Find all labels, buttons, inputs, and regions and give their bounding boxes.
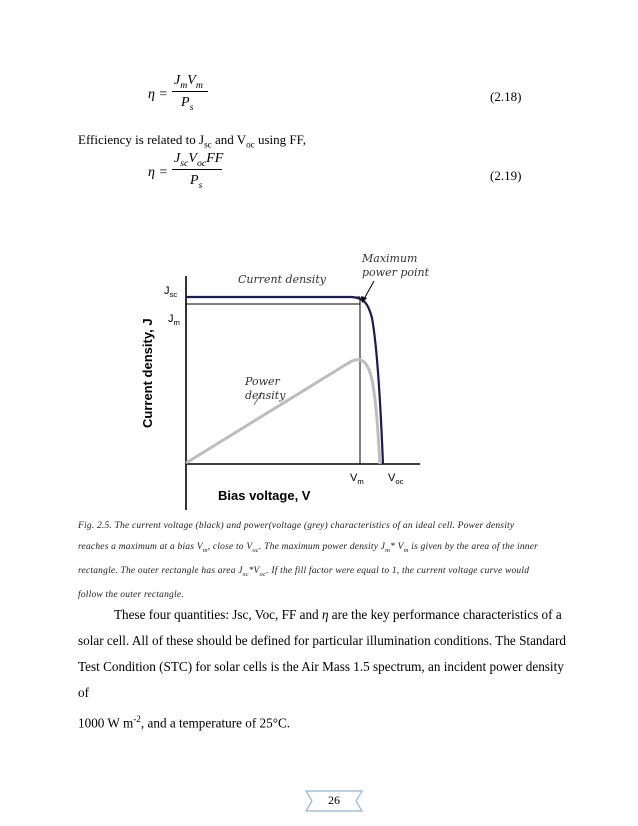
caption-line-3: rectangle. The outer rectangle has area $J_{sc}*V_{oc}$. If the fill factor were equal to 1, the current voltage curve would: [78, 565, 530, 578]
caption-line-2: reaches a maximum at a bias $V_m$, close to $V_{oc}$. The maximum power density $J_m*$ $V_m$ is given by the area of the inner: [78, 542, 539, 554]
paragraph-line-4: 1000 W $m^{-2}$, and a temperature of 25°C.: [78, 714, 291, 731]
page-number: 26: [328, 793, 340, 807]
paragraph-line-3: Test Condition (STC) for solar cells is the Air Mass 1.5 spectrum, an incident power density of: [78, 659, 564, 700]
mpp-arrow-line: [364, 281, 374, 299]
jm-label: $J_m$: [168, 313, 180, 328]
voc-label: $V_{oc}$: [388, 472, 404, 487]
eq-218-denominator: $P_s$: [181, 95, 194, 113]
figure-caption: [78, 516, 568, 606]
vm-label: $V_m$: [350, 472, 364, 487]
eq-218-numerator: $J_mV_m$: [174, 73, 203, 91]
jsc-label: $J_{sc}$: [164, 285, 178, 300]
power-density-note: Power density: [245, 375, 286, 402]
eq-218-number: (2.18): [490, 89, 522, 104]
x-axis-label: Bias voltage, V: [218, 488, 311, 503]
current-density-note: Current density: [238, 273, 326, 286]
caption-line-1: Fig. 2.5. The current voltage (black) and power(voltage (grey) characteristics of an ideal cell. Power density: [78, 521, 515, 531]
paragraph-line-2: solar cell. All of these should be defined for particular illumination conditions. The Standard: [78, 633, 566, 648]
eq-218-lhs: η =: [148, 87, 168, 102]
eq-219-lhs: η =: [148, 165, 168, 180]
eq-219-denominator: $P_s$: [190, 173, 203, 191]
paragraph-line-1: These four quantities: Jsc, Voc, FF and η are the key performance characteristics of a: [114, 607, 562, 622]
eq-219-number: (2.19): [490, 168, 522, 183]
caption-line-4: follow the outer rectangle.: [78, 589, 184, 600]
intro-text: Efficiency is related to $J_{sc}$ and $V_{oc}$ using FF,: [78, 132, 307, 150]
eq-219-numerator: $J_{sc}V_{oc}FF$: [174, 151, 224, 169]
mpp-note: Maximum power point: [362, 252, 430, 279]
body-paragraph: [78, 602, 568, 736]
